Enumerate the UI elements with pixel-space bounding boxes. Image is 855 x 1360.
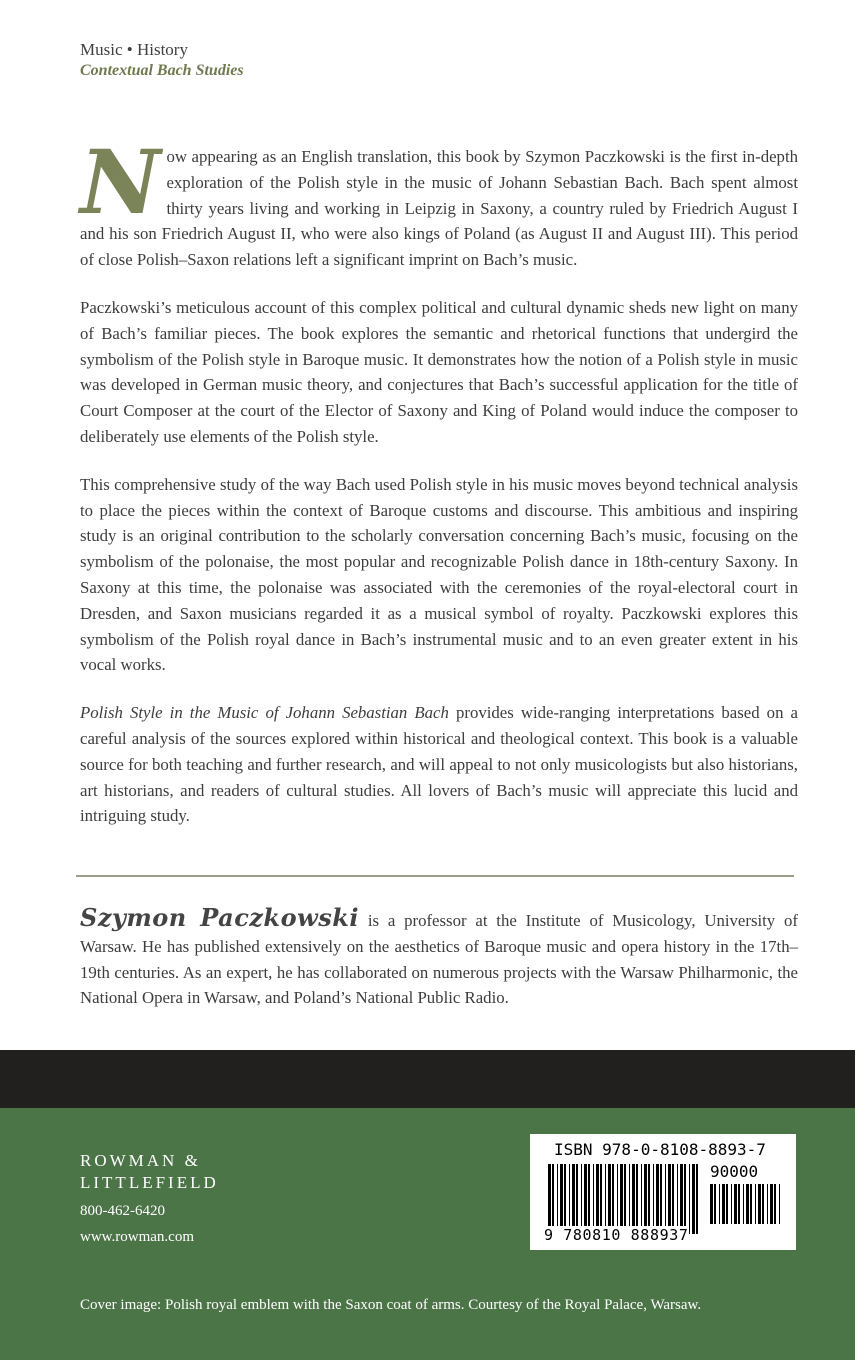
publisher-phone: 800-462-6420 xyxy=(80,1203,165,1219)
author-name: Szymon Paczkowski xyxy=(80,903,359,932)
series-label: Contextual Bach Studies xyxy=(80,62,244,79)
drop-cap: N xyxy=(80,130,161,234)
isbn-text: ISBN 978-0-8108-8893-7 xyxy=(554,1140,766,1159)
description-paragraph-1: Now appearing as an English translation, this book by Szymon Paczkowski is the first in-depth exploration of the Polish style in the music of Johann Sebastian Bach. Bach spent almost thirty years living and working in Leipzig in Saxony, a country ruled by Friedrich August I and his son Friedrich August II, who were also kings of Poland (as August II and August III). This period of close Polish–Saxon relations left a significant imprint on Bach’s music. xyxy=(80,130,798,270)
publisher-website[interactable]: www.rowman.com xyxy=(80,1229,195,1245)
author-bio xyxy=(80,905,798,1011)
section-divider xyxy=(76,875,794,877)
author-bio-text: is a professor at the Institute of Musicology, University of Warsaw. He has published extensively on the aesthetics of Baroque music and opera history in the 17th–19th centuries. As an expert, he has collaborated on numerous projects with the Warsaw Philharmonic, the National Opera in Warsaw, and Poland’s National Public Radio. xyxy=(80,911,798,1008)
category-label: Music • History xyxy=(80,40,188,59)
price-code: 90000 xyxy=(710,1162,759,1181)
description-paragraph-2: Paczkowski’s meticulous account of this complex political and cultural dynamic sheds new light on many of Bach’s familiar pieces. The book explores the semantic and rhetorical functions that undergird the symbolism of the Polish style in Baroque music. It demonstrates how the notion of a Polish style in music was developed in German music theory, and conjectures that Bach’s successful application for the title of Court Composer at the court of the Elector of Saxony and King of Poland would induce the composer to deliberately use elements of the Polish style. xyxy=(80,297,798,446)
header xyxy=(80,40,244,82)
barcode-number: 9 780810 888937 xyxy=(544,1226,689,1244)
dark-band xyxy=(0,1050,855,1108)
publisher-name-line2: LITTLEFIELD xyxy=(80,1173,219,1192)
cover-caption: Cover image: Polish royal emblem with the Saxon coat of arms. Courtesy of the Royal Palace, Warsaw. xyxy=(80,1297,702,1313)
isbn-barcode xyxy=(530,1134,796,1250)
book-description xyxy=(80,130,798,851)
description-paragraph-4: Polish Style in the Music of Johann Sebastian Bach provides wide-ranging interpretations based on a careful analysis of the sources explored within historical and theological context. This book is a valuable source for both teaching and further research, and will appeal to not only musicologists but also historians, art historians, and readers of cultural studies. All lovers of Bach’s music will appreciate this lucid and intriguing study. xyxy=(80,703,798,826)
description-paragraph-3: This comprehensive study of the way Bach used Polish style in his music moves beyond technical analysis to place the pieces within the context of Baroque customs and discourse. This ambitious and inspiring study is an original contribution to the scholarly conversation concerning Bach’s music, focusing on the symbolism of the polonaise, the most popular and recognizable Polish dance in 18th-century Saxony. In Saxony at this time, the polonaise was associated with the ceremonies of the royal-electoral court in Dresden, and Saxon musicians regarded it as a musical symbol of royalty. Paczkowski explores this symbolism of the Polish royal dance in Bach’s instrumental music and to an even greater extent in his vocal works. xyxy=(80,474,798,675)
publisher-name-line1: ROWMAN & xyxy=(80,1151,201,1170)
book-title-italic: Polish Style in the Music of Johann Sebastian Bach xyxy=(80,703,449,723)
publisher-info xyxy=(80,1150,219,1248)
